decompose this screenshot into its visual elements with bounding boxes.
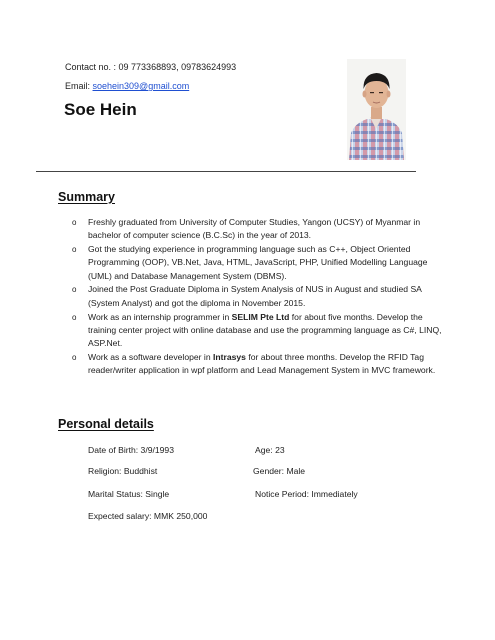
- profile-photo: [347, 59, 406, 160]
- bullet-icon: o: [72, 352, 77, 362]
- summary-text: for about three months. Develop the RFID Tag reader/writer application in wpf platform and Lead Management System in MVC framework.: [88, 351, 436, 376]
- candidate-name: Soe Hein: [64, 100, 137, 119]
- summary-item: [70, 216, 442, 243]
- summary-item: [70, 351, 442, 378]
- bullet-icon: o: [72, 218, 77, 227]
- email-line: [65, 81, 189, 91]
- email-link[interactable]: soehein309@gmail.com: [92, 81, 190, 91]
- marital-status: Marital Status: Single: [88, 489, 170, 499]
- bullet-icon: o: [72, 285, 77, 295]
- summary-text: Work as an internship programmer in: [88, 311, 232, 322]
- notice-period: Notice Period: Immediately: [255, 489, 358, 499]
- bullet-icon: o: [72, 312, 77, 322]
- date-of-birth: Date of Birth: 3/9/1993: [88, 445, 174, 455]
- expected-salary: Expected salary: MMK 250,000: [88, 511, 208, 521]
- summary-text: for about five months. Develop the training center project with online database and use the programming language as C#, LINQ, ASP.Net.: [88, 311, 442, 349]
- personal-details-heading: Personal details: [58, 417, 154, 431]
- contact-number: Contact no. : 09 773368893, 09783624993: [65, 62, 237, 72]
- company-name: SELIM Pte Ltd: [231, 311, 290, 322]
- company-name: Intrasys: [213, 351, 246, 362]
- summary-text: Got the studying experience in programming language such as C++, Object Oriented Programming (OOP), VB.Net, Java, HTML, JavaScript, PHP, Unified Modelling Language (UML) and Database Management System (DBMS).: [88, 244, 428, 281]
- summary-heading: Summary: [58, 190, 115, 204]
- bullet-icon: o: [72, 245, 77, 255]
- gender: Gender: Male: [253, 466, 306, 476]
- summary-item: [70, 311, 442, 351]
- header-divider: [36, 171, 416, 172]
- summary-text: Work as a software developer in: [88, 351, 213, 362]
- summary-list: [70, 216, 442, 378]
- email-label: Email:: [65, 81, 93, 91]
- summary-text: Freshly graduated from University of Computer Studies, Yangon (UCSY) of Myanmar in bachelor of computer science (B.C.Sc) in the year of 2013.: [88, 217, 421, 241]
- religion: Religion: Buddhist: [88, 466, 158, 476]
- age: Age: 23: [255, 445, 285, 455]
- summary-item: [70, 243, 442, 283]
- summary-text: Joined the Post Graduate Diploma in System Analysis of NUS in August and studied SA (System Analyst) and got the diploma in November 2015.: [88, 284, 422, 308]
- summary-item: [70, 283, 442, 310]
